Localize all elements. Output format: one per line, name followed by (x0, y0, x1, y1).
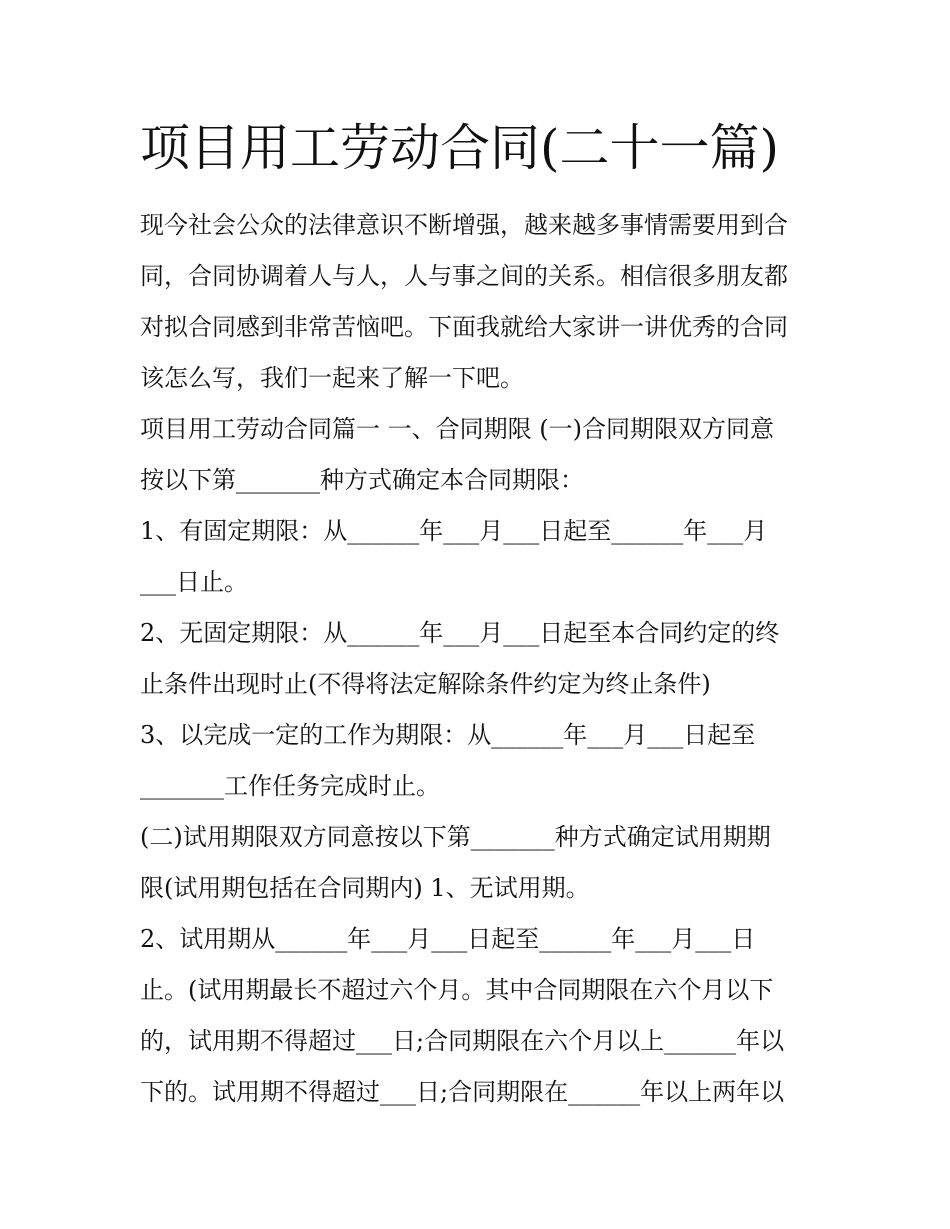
body-line: ___日止。 (140, 568, 248, 596)
body-line: (二)试用期限双方同意按以下第_______种方式确定试用期期 (140, 823, 771, 851)
body-line: 限(试用期包括在合同期内) 1、无试用期。 (140, 874, 590, 902)
body-line: 2、试用期从______年___月___日起至______年___月___日 (140, 925, 756, 953)
body-line: 项目用工劳动合同篇一 一、合同期限 (一)合同期限双方同意 (140, 415, 774, 443)
body-line: 2、无固定期限：从______年___月___日起至本合同约定的终 (140, 619, 780, 647)
body-line: 止。(试用期最长不超过六个月。其中合同期限在六个月以下 (140, 976, 774, 1004)
document-title: 项目用工劳动合同(二十一篇) (140, 119, 780, 177)
body-line: _______工作任务完成时止。 (140, 772, 440, 800)
document-body (140, 200, 820, 1118)
body-line: 的，试用期不得超过___日;合同期限在六个月以上______年以 (140, 1027, 785, 1055)
body-line: 该怎么写，我们一起来了解一下吧。 (140, 364, 524, 392)
body-line: 同，合同协调着人与人，人与事之间的关系。相信很多朋友都 (140, 262, 788, 290)
body-line: 1、有固定期限：从______年___月___日起至______年___月 (140, 517, 768, 545)
body-line: 止条件出现时止(不得将法定解除条件约定为终止条件) (140, 670, 711, 698)
body-line: 现今社会公众的法律意识不断增强，越来越多事情需要用到合 (140, 211, 788, 239)
body-line: 3、以完成一定的工作为期限：从______年___月___日起至 (140, 721, 756, 749)
body-line: 下的。试用期不得超过___日;合同期限在______年以上两年以 (140, 1078, 785, 1106)
body-line: 按以下第_______种方式确定本合同期限： (140, 466, 584, 494)
body-line: 对拟合同感到非常苦恼吧。下面我就给大家讲一讲优秀的合同 (140, 313, 788, 341)
document-page (140, 112, 820, 1118)
